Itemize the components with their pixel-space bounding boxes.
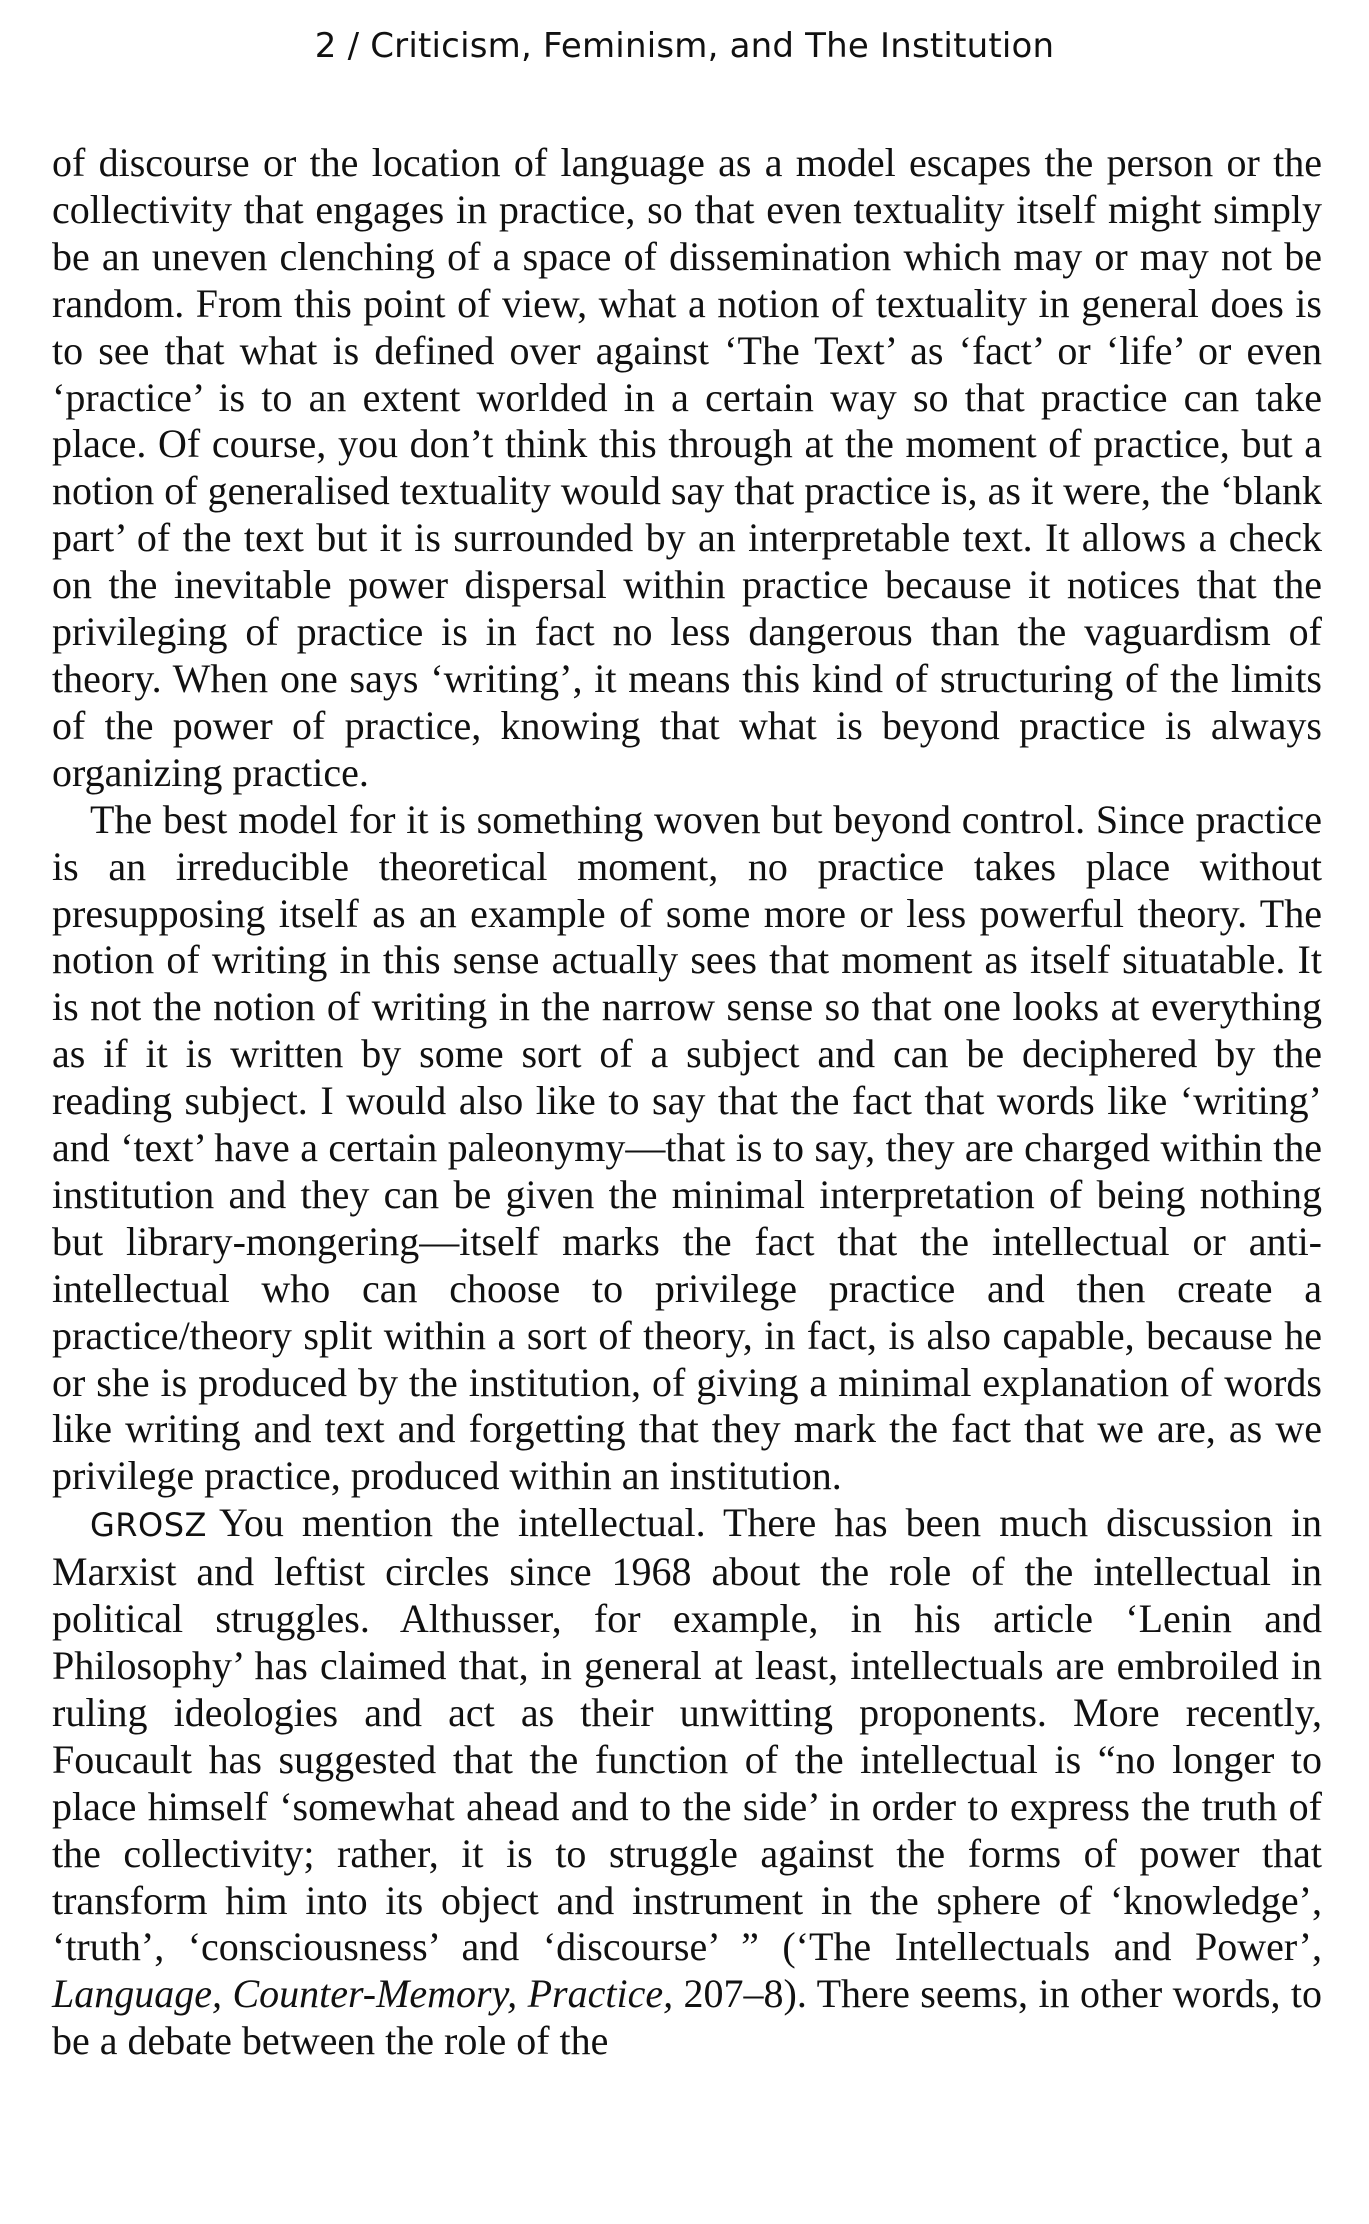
paragraph-woven-model: The best model for it is something woven but beyond control. Since practice is an irreducible theoretical moment, no practice takes place without presupposing itself as an example of some more or less powerful theory. The notion of writing in this sense actually sees that moment as itself situatable. It is not the notion of writing in the narrow sense so that one looks at everything as if it is written by some sort of a subject and can be deciphered by the reading subject. I would also like to say that the fact that words like ‘writing’ and ‘text’ have a certain paleonymy—that is to say, they are charged within the institution and they can be given the minimal interpretation of being nothing but library-mongering—itself marks the fact that the intellectual or anti-intellectual who can choose to privilege practice and then create a practice/theory split within a sort of theory, in fact, is also capable, because he or she is produced by the institution, of giving a minimal explanation of words like writing and text and forgetting that they mark the fact that we are, as we privilege practice, produced within an institution. — [52, 796, 1322, 1499]
grosz-question-text: You mention the intellectual. There has been much discussion in Marxist and leftist circles since 1968 about the role of the intellectual in political struggles. Althusser, for example, in his article ‘Lenin and Philosophy’ has claimed that, in general at least, intellectuals are embroiled in ruling ideologies and act as their unwitting proponents. More recently, Foucault has suggested that the function of the intellectual is “no longer to place himself ‘somewhat ahead and to the side’ in order to express the truth of the collectivity; rather, it is to struggle against the forms of power that transform him into its object and instrument in the sphere of ‘knowledge’, ‘truth’, ‘consciousness’ and ‘discourse’ ” (‘The Intellectuals and Power’, — [52, 1500, 1322, 1970]
grosz-question-continuation: 207–8). There seems, in other words, to be a debate between the role of the — [52, 1971, 1323, 2064]
running-head-title: Criticism, Feminism, and The Institution — [370, 26, 1055, 66]
body-text — [52, 140, 1322, 2065]
paragraph-grosz-question — [52, 1500, 1322, 2065]
running-head — [0, 26, 1369, 66]
running-head-separator: / — [347, 26, 360, 66]
speaker-label: GROSZ — [90, 1506, 207, 1545]
book-citation-title: Language, Counter-Memory, Practice, — [52, 1971, 674, 2017]
paragraph-continuation: of discourse or the location of language as a model escapes the person or the collectivity that engages in practice, so that even textuality itself might simply be an uneven clenching of a space of dissemination which may or may not be random. From this point of view, what a notion of textuality in general does is to see that what is defined over against ‘The Text’ as ‘fact’ or ‘life’ or even ‘practice’ is to an extent worlded in a certain way so that practice can take place. Of course, you don’t think this through at the moment of practice, but a notion of generalised textuality would say that practice is, as it were, the ‘blank part’ of the text but it is surrounded by an interpretable text. It allows a check on the inevitable power dispersal within practice because it notices that the privileging of practice is in fact no less dangerous than the vaguardism of theory. When one says ‘writing’, it means this kind of structuring of the limits of the power of practice, knowing that what is beyond practice is always organizing practice. — [52, 140, 1322, 795]
page-number: 2 — [314, 26, 337, 66]
